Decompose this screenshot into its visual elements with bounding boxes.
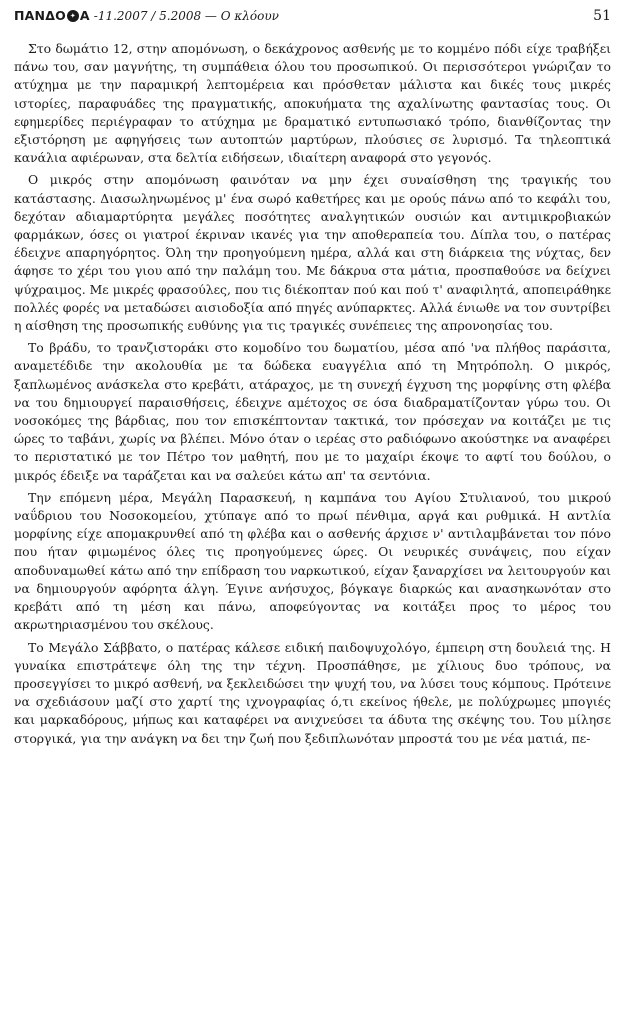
journal-logo [14, 8, 90, 23]
paragraph: Στο δωμάτιο 12, στην απομόνωση, ο δεκάχρονος ασθενής με το κομμένο πόδι είχε τραβήξει πάνω του, σαν μαγνήτης, τη συμπάθεια όλου του προσωπικού. Οι περισσότεροι γνώριζαν το ατύχημα με την παραμικρή λεπτομέρεια και πρόσθεταν μάλιστα και δικές τους μικρές ιστορίες, παραφυάδες της πραγματικής, αποκυήματα της αχαλίνωτης φαντασίας τους. Οι εφημερίδες περιέγραφαν το ατύχημα με δραματικό εντυπωσιακό τρόπο, διανθίζοντας την εξιστόρηση με αφηγήσεις των αυτοπτών μαρτύρων, πλούσιες σε λυρισμό. Τα τηλεοπτικά κανάλια αφιέρωναν, στα δελτία ειδήσεων, ιδιαίτερη αναφορά στο γεγονός. [14, 41, 611, 166]
paragraph: Το βράδυ, το τρανζιστοράκι στο κομοδίνο του δωματίου, μέσα από 'να πλήθος παράσιτα, αναμετέδιδε την ακολουθία με τα δώδεκα ευαγγέλια από τη Μητρόπολη. Ο μικρός, ξαπλωμένος ανάσκελα στο κρεβάτι, ατάραχος, με τη συνεχή έγχυση της μορφίνης στη φλέβα να του δημιουργεί παραισθήσεις, έδειχνε αμέτοχος σε όσα διαδραματίζονταν γύρω του. Οι νοσοκόμες της βάρδιας, που τον επισκέπτονταν τακτικά, τον πρόσεχαν να κοιτάζει με τις ώρες το ταβάνι, χωρίς να βλέπει. Μόνο όταν ο ιερέας στο ραδιόφωνο ακούστηκε να αναφέρει το περιστατικό με τον Πέτρο τον μαθητή, που με το μαχαίρι έκοψε το αφτί του δούλου, ο μικρός έδειξε να ταράζεται και να σαλεύει κάτω απ' τα σεντόνια. [14, 340, 611, 483]
paragraph: Την επόμενη μέρα, Μεγάλη Παρασκευή, η καμπάνα του Αγίου Στυλιανού, του μικρού ναΰδριου του Νοσοκομείου, χτύπαγε από το πρωί πένθιμα, αργά και ρυθμικά. Η αντλία μορφίνης είχε απομακρυνθεί από τη φλέβα και ο ασθενής άρχισε ν' αντιλαμβάνεται τον πόνο που ήταν φιμωμένος όλες τις προηγούμενες ώρες. Οι νευρικές συνάψεις, που είχαν αποδυναμωθεί κάτω από την επίδραση του ναρκωτικού, είχαν ξαναρχίσει να λειτουργούν και να δημιουργούν αφόρητα άλγη. Έγινε ανήσυχος, βόγκαγε διαρκώς και ανασηκωνόταν στο κρεβάτι από τη μέση και πάνω, αποφεύγοντας να κοιτάξει προς το μέρος του ακρωτηριασμένου του σκέλους. [14, 489, 611, 633]
logo-text-right: Α [79, 8, 90, 23]
logo-emblem-icon: ✦ [67, 10, 79, 22]
paragraph: Το Μεγάλο Σάββατο, ο πατέρας κάλεσε ειδική παιδοψυχολόγο, έμπειρη στη δουλειά της. Η γυναίκα επιστράτεψε όλη της την τέχνη. Προσπάθησε, με χίλιους δυο τρόπους, να προσεγγίσει το μικρό ασθενή, να ξεκλειδώσει την ψυχή του, να λύσει τους κόμπους. Πρότεινε να σχεδιάσουν μαζί στο χαρτί της ιχνογραφίας ό,τι εκείνος ήθελε, με πολύχρωμες μπογιές και μαρκαδόρους, μήπως και καταφέρει να ανιχνεύσει τα άδυτα της σκέψης του. Του μίλησε στοργικά, για την ανάγκη να δει την ζωή που ξεδιπλωνόταν μπροστά του με νέα ματιά, πε- [14, 639, 611, 746]
logo-text-left: ΠΑΝΔΟ [14, 8, 66, 23]
article-body [14, 40, 611, 748]
header-left [14, 8, 279, 23]
paragraph: Ο μικρός στην απομόνωση φαινόταν να μην έχει συναίσθηση της τραγικής του κατάστασης. Διασωληνωμένος μ' ένα σωρό καθετήρες και με ορούς πάνω από το κεφάλι του, δεχόταν αδιαμαρτύρητα μεγάλες ποσότητες αναλγητικών ουσιών και αντιμικροβιακών φαρμάκων, όσες οι γιατροί έκριναν ικανές για την αποθεραπεία του. Δίπλα του, ο πατέρας έδειχνε απαρηγόρητος. Όλη την προηγούμενη ημέρα, αλλά και στη διάρκεια της νύχτας, δεν άφησε το χέρι του γιου από την παλάμη του. Με δάκρυα στα μάτια, προσπαθούσε να δείχνει ψύχραιμος. Με μικρές φρασούλες, που τις διέκοπταν πού και πού τ' αναφιλητά, αποπειράθηκε πολλές φορές να μεταδώσει αισιοδοξία από πηγές ανύπαρκτες. Αλλά ένιωθε να τον συντρίβει η αίσθηση της προσωπικής ευθύνης για τις τραγικές συνέπειες της απρονοησίας του. [14, 172, 611, 334]
issue-and-title: -11.2007 / 5.2008 — Ο κλόουν [93, 9, 279, 23]
running-header [14, 8, 611, 30]
page-number: 51 [593, 8, 611, 24]
